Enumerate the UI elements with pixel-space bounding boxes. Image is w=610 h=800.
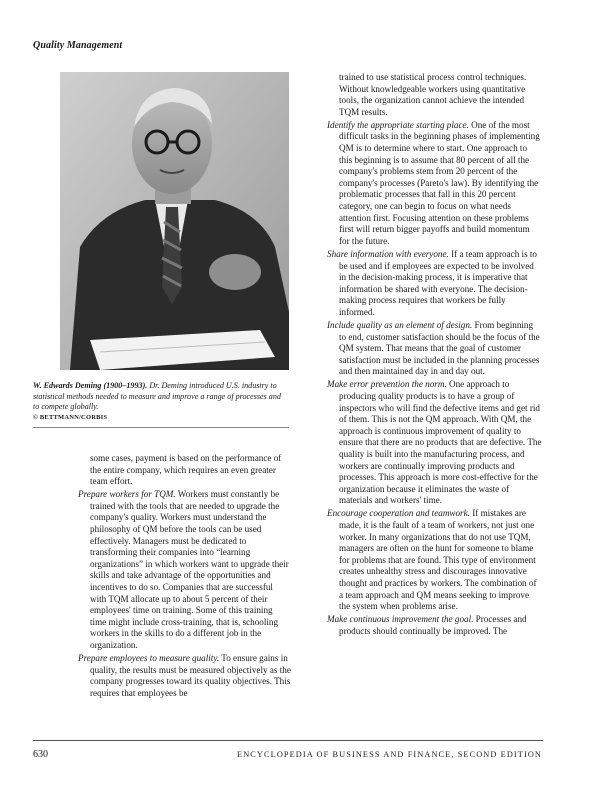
right-continuation-paragraph: trained to use statistical process control techniques. Without knowledgeable workers using quantitative tools, the organization cannot achieve the intended TQM results.	[339, 72, 527, 117]
footer-publication-title: ENCYCLOPEDIA OF BUSINESS AND FINANCE, SECOND EDITION	[237, 750, 542, 759]
list-item-lead: Encourage cooperation and teamwork.	[327, 508, 470, 519]
right-text-column	[327, 72, 542, 639]
list-item-lead: Prepare workers for TQM.	[78, 489, 176, 500]
deming-portrait-photo	[60, 72, 289, 370]
list-item	[78, 653, 291, 699]
list-item-lead: Make error prevention the norm.	[327, 379, 447, 390]
list-item-text: One of the most difficult tasks in the beginning phases of implementing QM is to determine where to start. One approach to this beginning is to assume that 80 percent of all the company's problems stem from 20 percent of the company's processes (Pareto's law). By identifying the problematic processes that fall in this 20 percent category, one can begin to focus on what needs attention first. Focusing attention on these problems first will return bigger payoffs and build momentum for the future.	[339, 119, 540, 246]
list-item-text: One approach to producing quality products is to have a group of inspectors who will find the defective items and get rid of them. This is not the QM approach. With QM, the approach is continuous improvement of quality to ensure that there are no products that are defective. The quality is built into the manufacturing process, and workers are continually improving products and processes. This approach is more cost-effective for the organization because it eliminates the waste of materials and workers' time.	[339, 379, 542, 506]
list-item-text: If a team approach is to be used and if employees are expected to be involved in the decision-making process, it is imperative that information be shared with everyone. The decision-making process requires that workers be fully informed.	[339, 248, 537, 317]
list-item	[327, 249, 542, 319]
page-number: 630	[33, 749, 48, 760]
caption-name: W. Edwards Deming (1900–1993).	[33, 381, 148, 390]
caption-text: Dr. Deming introduced U.S. industry to statistical methods needed to measure and improve a range of processes and to compete globally.	[33, 381, 281, 411]
list-item	[327, 320, 542, 378]
list-item-text: From beginning to end, customer satisfaction should be the focus of the QM system. That means that the goal of customer satisfaction must be included in the planning processes and then maintained day in and day out.	[339, 319, 540, 377]
left-text-column	[78, 453, 291, 701]
list-item-lead: Share information with everyone.	[327, 248, 449, 259]
photo-credit: © BETTMANN/CORBIS	[33, 413, 108, 421]
list-item-lead: Make continuous improvement the goal.	[327, 614, 474, 625]
running-head: Quality Management	[33, 40, 123, 51]
list-item-text: If mistakes are made, it is the fault of a team of workers, not just one worker. In many organizations that do not use TQM, managers are often on the hunt for someone to blame for problems that are found. This type of environment creates unhealthy stress and discourages innovative thought and practices by workers. The combination of a team approach and QM means seeking to improve the system when problems arise.	[339, 508, 537, 612]
list-item	[327, 120, 542, 248]
list-item-lead: Identify the appropriate starting place.	[327, 119, 469, 130]
list-item	[327, 614, 542, 637]
list-item-lead: Prepare employees to measure quality.	[78, 653, 220, 664]
list-item-text: Workers must constantly be trained with the tools that are needed to upgrade the company's quality. Workers must understand the philosophy of QM before the tools can be used effectively. Managers must be dedicated to transforming their companies into “learning organizations” in which workers want to upgrade their skills and take advantage of the opportunities and incentives to do so. Companies that are successful with TQM allocate up to about 5 percent of their employees' time on training. Some of this training time might include cross-training, that is, schooling workers in the skills to do a different job in the organization.	[90, 489, 289, 650]
left-continuation-paragraph: some cases, payment is based on the performance of the entire company, which requires an even greater team effort.	[90, 453, 282, 487]
list-item	[327, 379, 542, 507]
caption-divider	[33, 427, 289, 428]
list-item-lead: Include quality as an element of design.	[327, 319, 473, 330]
photo-caption	[33, 381, 289, 423]
list-item	[78, 489, 291, 651]
list-item-text: To ensure gains in quality, the results must be measured objectively as the company progresses toward its quality objectives. This requires that employees be	[90, 653, 291, 698]
footer-divider	[33, 740, 543, 741]
list-item	[327, 508, 542, 612]
list-item-text: Processes and products should continually be improved. The	[339, 614, 527, 636]
